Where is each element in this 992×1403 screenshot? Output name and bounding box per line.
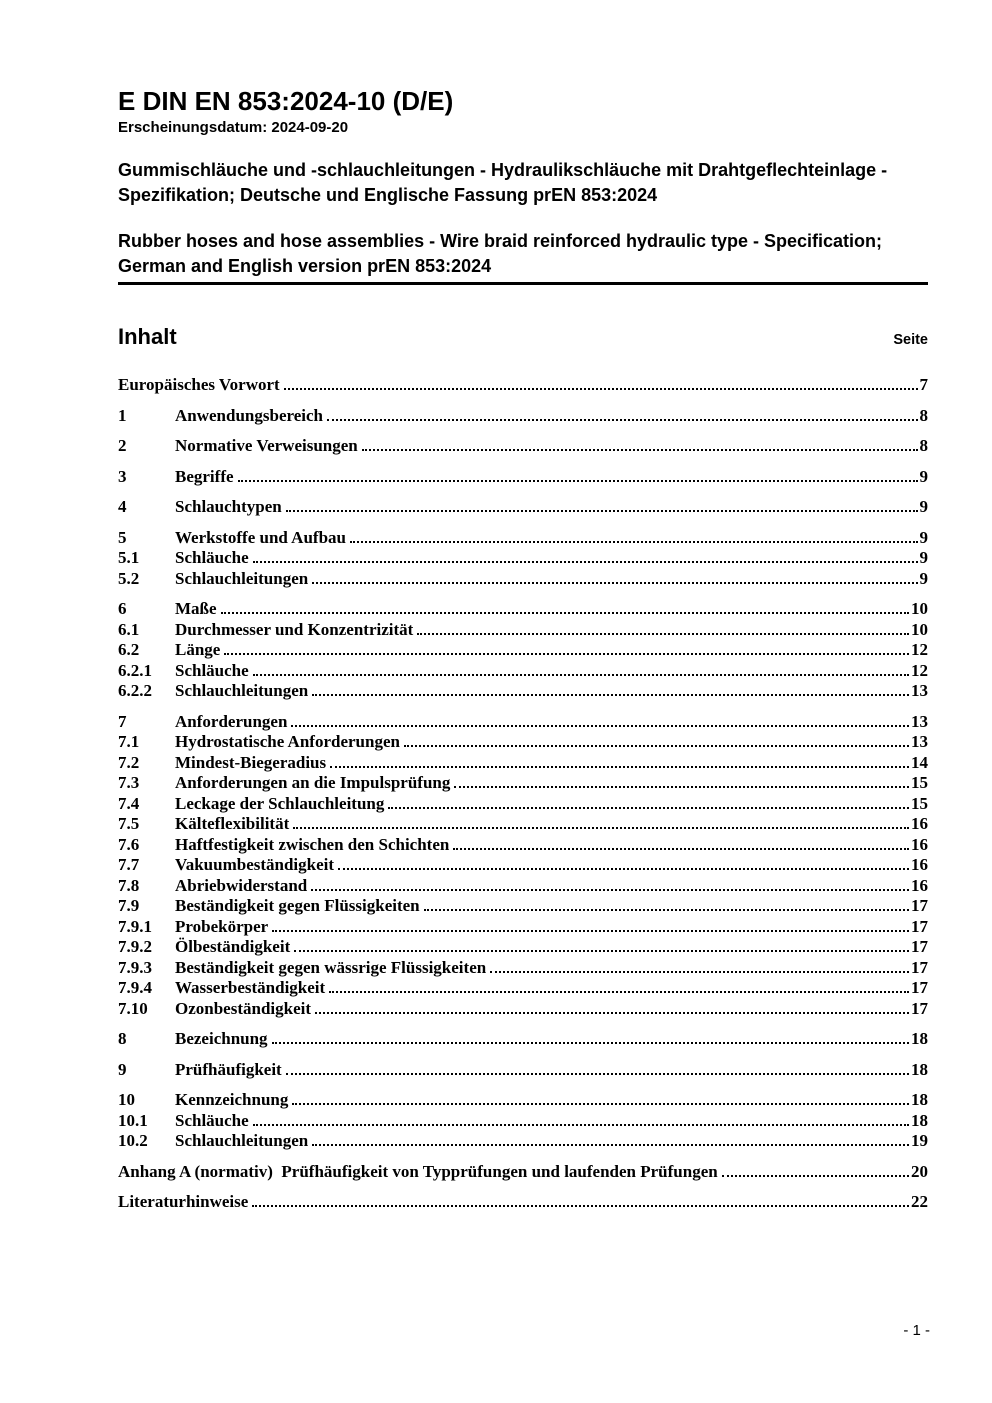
toc-entry: [118, 497, 928, 518]
toc-entry: [118, 1029, 928, 1050]
toc-entry-page: 13: [911, 732, 928, 751]
toc-entry-number: 3: [118, 466, 127, 486]
dotted-leader: [286, 509, 918, 512]
dotted-leader: [722, 1174, 909, 1177]
dotted-leader: [453, 847, 909, 850]
toc-entry-number: 7.5: [118, 814, 140, 833]
document-title-english: Rubber hoses and hose assemblies - Wire braid reinforced hydraulic type - Specification; German and English version prEN 853:2024: [118, 229, 928, 285]
toc-entry-label: Anforderungen: [175, 711, 288, 731]
toc-entry: [118, 937, 928, 958]
toc-entry-number: 1: [118, 405, 127, 425]
toc-entry-page: 17: [911, 957, 928, 977]
toc-entry: [118, 753, 928, 774]
dotted-leader: [315, 1011, 909, 1014]
dotted-leader: [252, 1204, 909, 1207]
dotted-leader: [329, 990, 909, 993]
toc-entry-page: 10: [911, 599, 928, 618]
toc-entry: [118, 1162, 928, 1183]
toc-entry: [118, 569, 928, 590]
dotted-leader: [350, 540, 918, 543]
toc-entry-page: 12: [911, 640, 928, 659]
toc-entry: [118, 375, 928, 396]
toc-entry: [118, 835, 928, 856]
toc-entry-label: Ozonbeständigkeit: [175, 998, 312, 1018]
release-date: Erscheinungsdatum: 2024-09-20: [118, 119, 349, 136]
toc-entry: [118, 467, 928, 488]
toc-entry-number: 10.2: [118, 1131, 148, 1150]
toc-entry: [118, 528, 928, 549]
dotted-leader: [272, 1041, 909, 1044]
toc-entry-number: 6.1: [118, 619, 140, 639]
toc-entry-label: Beständigkeit gegen Flüssigkeiten: [175, 896, 420, 915]
document-title-german: Gummischläuche und -schlauchleitungen - Hydraulikschläuche mit Drahtgeflechteinlage - Spezifikation; Deutsche und Englische Fassung prEN 853:2024: [118, 160, 888, 205]
toc-entry: [118, 978, 928, 999]
dotted-leader: [312, 581, 917, 584]
toc-entry-label: Europäisches Vorwort: [118, 375, 280, 394]
toc-entry-label: Anwendungsbereich: [175, 405, 323, 425]
toc-entry-page: 9: [919, 548, 928, 567]
toc-entry-page: 10: [911, 619, 928, 639]
toc-entry-number: 6.2.1: [118, 660, 152, 680]
toc-entry-label: Schläuche: [175, 548, 249, 567]
toc-entry-number: 7.7: [118, 855, 140, 874]
toc-entry-number: 6: [118, 599, 127, 618]
toc-entry-page: 17: [911, 978, 928, 997]
toc-entry-page: 16: [911, 834, 928, 854]
toc-entry-number: 7.2: [118, 752, 140, 772]
table-of-contents: [118, 375, 928, 1213]
toc-entry-label: Wasserbeständigkeit: [175, 978, 326, 997]
toc-entry: [118, 661, 928, 682]
dotted-leader: [292, 1102, 909, 1105]
toc-entry-page: 8: [919, 405, 928, 425]
toc-entry: [118, 640, 928, 661]
toc-entry: [118, 1060, 928, 1081]
toc-entry-label: Mindest-Biegeradius: [175, 752, 327, 772]
dotted-leader: [224, 652, 909, 655]
toc-entry-number: 2: [118, 436, 127, 455]
toc-entry-label: Begriffe: [175, 466, 234, 486]
toc-entry-page: 20: [911, 1161, 928, 1181]
toc-entry-page: 18: [911, 1059, 928, 1079]
toc-entry-label: Vakuumbeständigkeit: [175, 855, 335, 874]
toc-entry-label: Anforderungen an die Impulsprüfung: [175, 773, 451, 792]
dotted-leader: [388, 806, 909, 809]
toc-entry: [118, 599, 928, 620]
toc-entry: [118, 814, 928, 835]
toc-entry: [118, 794, 928, 815]
toc-entry-number: 10: [118, 1090, 135, 1109]
doc-number-title: E DIN EN 853:2024-10 (D/E): [118, 86, 454, 116]
dotted-leader: [284, 387, 918, 390]
toc-entry: [118, 896, 928, 917]
toc-entry-number: 5.2: [118, 568, 140, 588]
toc-entry-number: 7: [118, 711, 127, 731]
toc-entry: [118, 1090, 928, 1111]
toc-entry-label: Leckage der Schlauchleitung: [175, 793, 385, 813]
toc-entry: [118, 620, 928, 641]
toc-entry-number: 7.9.1: [118, 916, 152, 936]
toc-entry-number: 4: [118, 497, 127, 516]
dotted-leader: [338, 867, 909, 870]
toc-entry-label: Durchmesser und Konzentrizität: [175, 619, 414, 639]
toc-entry-label: Werkstoffe und Aufbau: [175, 527, 346, 547]
toc-entry-number: 10.1: [118, 1110, 148, 1130]
dotted-leader: [312, 1143, 909, 1146]
toc-entry-page: 13: [911, 681, 928, 700]
toc-entry-number: 5: [118, 527, 127, 547]
toc-entry-page: 12: [911, 660, 928, 680]
page-number: - 1 -: [903, 1322, 930, 1339]
toc-entry-label: Prüfhäufigkeit: [175, 1059, 282, 1079]
toc-entry-label: Haftfestigkeit zwischen den Schichten: [175, 834, 450, 854]
dotted-leader: [294, 949, 909, 952]
toc-entry-number: 6.2.2: [118, 681, 152, 700]
toc-entry-label: Kennzeichnung: [175, 1090, 289, 1109]
toc-entry: [118, 436, 928, 457]
toc-entry-page: 9: [919, 466, 928, 486]
toc-entry: [118, 773, 928, 794]
toc-entry-page: 9: [919, 568, 928, 588]
toc-entry: [118, 876, 928, 897]
dotted-leader: [253, 1123, 909, 1126]
toc-entry: [118, 406, 928, 427]
toc-entry-page: 18: [911, 1029, 928, 1048]
toc-entry: [118, 999, 928, 1020]
toc-entry: [118, 1111, 928, 1132]
toc-entry: [118, 681, 928, 702]
dotted-leader: [454, 785, 909, 788]
toc-entry: [118, 712, 928, 733]
toc-entry-page: 17: [911, 998, 928, 1018]
dotted-leader: [327, 418, 918, 421]
toc-entry-page: 15: [911, 793, 928, 813]
dotted-leader: [221, 611, 909, 614]
toc-entry-number: 8: [118, 1029, 127, 1048]
toc-entry-number: 7.1: [118, 732, 140, 751]
toc-entry-page: 17: [911, 937, 928, 956]
toc-entry-label: Schläuche: [175, 1110, 249, 1130]
toc-entry-label: Schlauchleitungen: [175, 568, 309, 588]
toc-entry-page: 18: [911, 1110, 928, 1130]
toc-entry-label: Anhang A (normativ) Prüfhäufigkeit von Typprüfungen und laufenden Prüfungen: [118, 1161, 718, 1181]
toc-entry: [118, 958, 928, 979]
toc-entry: [118, 1131, 928, 1152]
toc-entry-label: Hydrostatische Anforderungen: [175, 732, 400, 751]
toc-entry-number: 7.6: [118, 834, 140, 854]
toc-entry-page: 14: [911, 752, 928, 772]
toc-entry-number: 9: [118, 1059, 127, 1079]
toc-entry-page: 7: [919, 375, 928, 394]
toc-entry-page: 16: [911, 814, 928, 833]
toc-entry-number: 7.9: [118, 896, 140, 915]
toc-entry-page: 18: [911, 1090, 928, 1109]
toc-entry-number: 7.10: [118, 998, 148, 1018]
dotted-leader: [311, 888, 909, 891]
toc-entry-number: 7.3: [118, 773, 140, 792]
toc-entry: [118, 732, 928, 753]
toc-entry-page: 16: [911, 855, 928, 874]
toc-entry-number: 7.9.4: [118, 978, 152, 997]
toc-entry: [118, 548, 928, 569]
dotted-leader: [424, 908, 909, 911]
dotted-leader: [490, 970, 909, 973]
toc-entry-label: Schlauchtypen: [175, 497, 282, 516]
toc-entry-page: 19: [911, 1131, 928, 1150]
toc-entry-label: Schlauchleitungen: [175, 1131, 309, 1150]
toc-entry-label: Bezeichnung: [175, 1029, 268, 1048]
toc-page-column-label: Seite: [893, 332, 928, 348]
toc-entry-label: Literaturhinweise: [118, 1192, 249, 1211]
toc-entry-label: Schläuche: [175, 660, 249, 680]
toc-entry-page: 15: [911, 773, 928, 792]
dotted-leader: [404, 744, 909, 747]
dotted-leader: [330, 765, 909, 768]
toc-entry-label: Abriebwiderstand: [175, 875, 308, 895]
dotted-leader: [312, 693, 909, 696]
dotted-leader: [238, 479, 918, 482]
dotted-leader: [362, 448, 918, 451]
toc-entry-label: Probekörper: [175, 916, 269, 936]
toc-entry: [118, 917, 928, 938]
dotted-leader: [417, 632, 909, 635]
toc-entry-label: Kälteflexibilität: [175, 814, 290, 833]
toc-entry-page: 9: [919, 497, 928, 516]
toc-header: [118, 322, 928, 352]
toc-entry-page: 9: [919, 527, 928, 547]
dotted-leader: [291, 724, 909, 727]
toc-entry-number: 7.9.2: [118, 937, 152, 956]
toc-entry-number: 7.8: [118, 875, 140, 895]
toc-entry: [118, 855, 928, 876]
toc-entry-page: 13: [911, 711, 928, 731]
toc-entry-number: 5.1: [118, 548, 140, 567]
toc-entry-label: Länge: [175, 640, 221, 659]
dotted-leader: [286, 1072, 909, 1075]
toc-entry-label: Beständigkeit gegen wässrige Flüssigkeiten: [175, 957, 487, 977]
toc-heading: Inhalt: [118, 324, 177, 349]
toc-entry: [118, 1192, 928, 1213]
toc-entry-number: 7.9.3: [118, 957, 152, 977]
dotted-leader: [293, 826, 909, 829]
toc-entry-label: Normative Verweisungen: [175, 436, 358, 455]
page-content: [118, 0, 928, 1213]
toc-entry-page: 8: [919, 436, 928, 455]
dotted-leader: [272, 929, 909, 932]
toc-entry-page: 17: [911, 916, 928, 936]
toc-entry-number: 7.4: [118, 793, 140, 813]
toc-entry-label: Maße: [175, 599, 217, 618]
toc-entry-label: Schlauchleitungen: [175, 681, 309, 700]
toc-entry-number: 6.2: [118, 640, 140, 659]
toc-entry-page: 17: [911, 896, 928, 915]
toc-entry-page: 16: [911, 875, 928, 895]
dotted-leader: [253, 560, 918, 563]
toc-entry-label: Ölbeständigkeit: [175, 937, 291, 956]
toc-entry-page: 22: [911, 1192, 928, 1211]
dotted-leader: [253, 673, 909, 676]
